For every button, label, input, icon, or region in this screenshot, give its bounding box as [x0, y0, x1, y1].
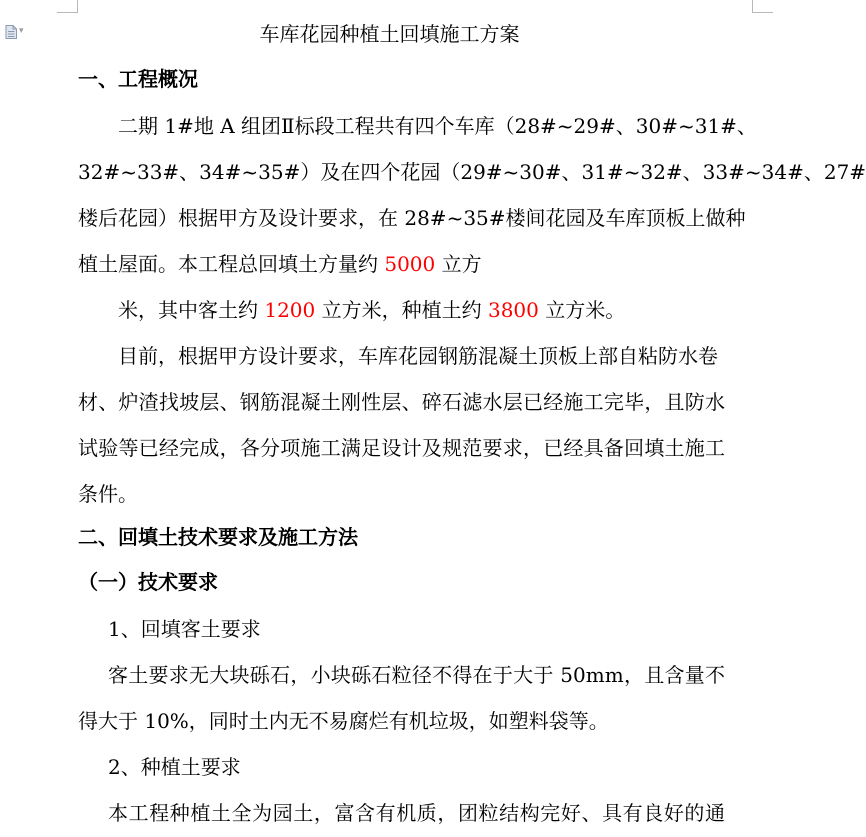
margin-corner-mark-right	[752, 0, 773, 13]
text-span: 植土屋面。本工程总回填土方量约	[78, 252, 385, 276]
paragraph-line: 试验等已经完成，各分项施工满足设计及规范要求，已经具备回填土施工	[78, 436, 725, 460]
text-span: 立方米，种植土约	[315, 298, 488, 322]
paragraph-line: 楼后花园）根据甲方及设计要求，在 28#~35#楼间花园及车库顶板上做种	[78, 206, 746, 230]
dropdown-caret-icon[interactable]: ▾	[19, 26, 24, 36]
total-volume-value: 5000	[384, 252, 436, 276]
paragraph-line: 客土要求无大块砾石，小块砾石粒径不得在于大于 50mm，且含量不	[108, 663, 725, 687]
text-span: 米，其中客土约	[118, 298, 265, 322]
paragraph-line: 条件。	[78, 482, 138, 506]
item-heading-planting-soil: 2、种植土要求	[108, 755, 241, 779]
text-span: 立方米。	[538, 298, 626, 322]
paragraph-line: 二期 1#地 A 组团Ⅱ标段工程共有四个车库（28#~29#、30#~31#、	[118, 114, 757, 138]
section-heading-overview: 一、工程概况	[78, 67, 198, 91]
paragraph-line: 目前，根据甲方设计要求，车库花园钢筋混凝土顶板上部自粘防水卷	[118, 344, 718, 368]
section-heading-backfill: 二、回填土技术要求及施工方法	[78, 525, 358, 549]
paragraph-line: 32#~33#、34#~35#）及在四个花园（29#~30#、31#~32#、33#~34#、27#	[78, 160, 866, 184]
item-heading-guest-soil: 1、回填客土要求	[108, 617, 261, 641]
document-title: 车库花园种植土回填施工方案	[259, 22, 520, 46]
text-span: 立方	[435, 252, 482, 276]
guest-soil-value: 1200	[264, 298, 316, 322]
paragraph-line: 本工程种植土全为园土，富含有机质，团粒结构完好、具有良好的通	[108, 801, 725, 825]
paragraph-line: 材、炉渣找坡层、钢筋混凝土刚性层、碎石滤水层已经施工完毕，且防水	[78, 390, 725, 414]
paragraph-line: 得大于 10%，同时土内无不易腐烂有机垃圾，如塑料袋等。	[78, 709, 609, 733]
subsection-heading-technical: （一）技术要求	[78, 570, 218, 594]
planting-soil-value: 3800	[487, 298, 539, 322]
margin-corner-mark-left	[57, 0, 78, 13]
paragraph-line-total-volume	[78, 250, 482, 278]
paragraph-line-volumes	[118, 296, 625, 324]
